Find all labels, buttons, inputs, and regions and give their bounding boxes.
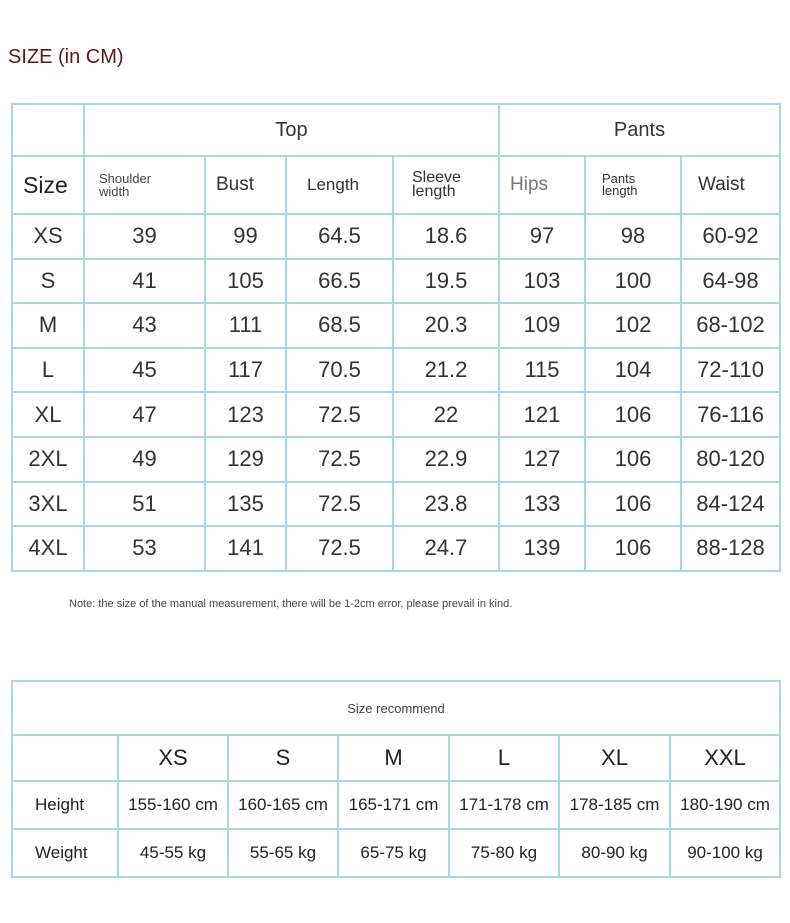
recommend-size-cell: XS xyxy=(118,735,228,781)
cell-size: 4XL xyxy=(12,526,84,571)
cell-bust: 111 xyxy=(205,303,286,348)
cell-hips: 109 xyxy=(499,303,585,348)
header-shoulder-line1: Shoulder xyxy=(99,171,152,186)
size-chart-table xyxy=(11,103,781,572)
cell-size: L xyxy=(12,348,84,393)
cell-waist: 60-92 xyxy=(681,214,780,259)
cell-pants-length: 106 xyxy=(585,392,681,437)
cell-size: XS xyxy=(12,214,84,259)
cell-length: 72.5 xyxy=(286,437,393,482)
cell-size: 2XL xyxy=(12,437,84,482)
header-bust: Bust xyxy=(205,156,286,214)
cell-waist: 84-124 xyxy=(681,482,780,527)
cell-waist: 72-110 xyxy=(681,348,780,393)
recommend-size-row xyxy=(12,735,780,781)
cell-bust: 105 xyxy=(205,259,286,304)
group-top: Top xyxy=(84,104,499,156)
recommend-title: Size recommend xyxy=(12,681,780,735)
cell-bust: 135 xyxy=(205,482,286,527)
recommend-height-cell: 160-165 cm xyxy=(228,781,338,829)
cell-length: 72.5 xyxy=(286,526,393,571)
cell-sleeve-length: 24.7 xyxy=(393,526,499,571)
cell-hips: 133 xyxy=(499,482,585,527)
cell-bust: 123 xyxy=(205,392,286,437)
cell-size: M xyxy=(12,303,84,348)
cell-pants-length: 98 xyxy=(585,214,681,259)
cell-shoulder-width: 41 xyxy=(84,259,205,304)
cell-length: 72.5 xyxy=(286,392,393,437)
cell-length: 70.5 xyxy=(286,348,393,393)
cell-bust: 141 xyxy=(205,526,286,571)
cell-hips: 115 xyxy=(499,348,585,393)
cell-shoulder-width: 39 xyxy=(84,214,205,259)
cell-pants-length: 106 xyxy=(585,526,681,571)
recommend-weight-cell: 80-90 kg xyxy=(559,829,670,877)
recommend-height-cell: 155-160 cm xyxy=(118,781,228,829)
recommend-title-row xyxy=(12,681,780,735)
corner-cell xyxy=(12,104,84,156)
recommend-corner-cell xyxy=(12,735,118,781)
cell-waist: 64-98 xyxy=(681,259,780,304)
recommend-height-row xyxy=(12,781,780,829)
size-row xyxy=(12,214,780,259)
cell-shoulder-width: 49 xyxy=(84,437,205,482)
recommend-height-cell: 171-178 cm xyxy=(449,781,559,829)
cell-sleeve-length: 20.3 xyxy=(393,303,499,348)
cell-hips: 121 xyxy=(499,392,585,437)
header-pants-line1: Pants xyxy=(602,171,636,186)
recommend-height-cell: 178-185 cm xyxy=(559,781,670,829)
recommend-weight-cell: 45-55 kg xyxy=(118,829,228,877)
size-row xyxy=(12,348,780,393)
cell-sleeve-length: 18.6 xyxy=(393,214,499,259)
cell-pants-length: 100 xyxy=(585,259,681,304)
header-pants-length xyxy=(585,156,681,214)
cell-pants-length: 106 xyxy=(585,437,681,482)
group-header-row xyxy=(12,104,780,156)
cell-sleeve-length: 23.8 xyxy=(393,482,499,527)
size-row xyxy=(12,526,780,571)
recommend-weight-cell: 90-100 kg xyxy=(670,829,780,877)
cell-pants-length: 106 xyxy=(585,482,681,527)
recommend-weight-cell: 65-75 kg xyxy=(338,829,449,877)
cell-waist: 76-116 xyxy=(681,392,780,437)
cell-shoulder-width: 53 xyxy=(84,526,205,571)
recommend-size-cell: XL xyxy=(559,735,670,781)
cell-waist: 68-102 xyxy=(681,303,780,348)
header-length: Length xyxy=(286,156,393,214)
size-row xyxy=(12,437,780,482)
size-row xyxy=(12,303,780,348)
recommend-size-cell: XXL xyxy=(670,735,780,781)
recommend-weight-cell: 75-80 kg xyxy=(449,829,559,877)
cell-bust: 99 xyxy=(205,214,286,259)
column-header-row xyxy=(12,156,780,214)
cell-sleeve-length: 21.2 xyxy=(393,348,499,393)
header-sleeve-line2: length xyxy=(412,183,456,200)
cell-length: 64.5 xyxy=(286,214,393,259)
cell-shoulder-width: 45 xyxy=(84,348,205,393)
weight-label: Weight xyxy=(12,829,118,877)
cell-hips: 139 xyxy=(499,526,585,571)
cell-bust: 117 xyxy=(205,348,286,393)
cell-hips: 97 xyxy=(499,214,585,259)
recommend-height-cell: 180-190 cm xyxy=(670,781,780,829)
cell-sleeve-length: 22 xyxy=(393,392,499,437)
cell-length: 72.5 xyxy=(286,482,393,527)
cell-length: 66.5 xyxy=(286,259,393,304)
cell-sleeve-length: 22.9 xyxy=(393,437,499,482)
group-pants: Pants xyxy=(499,104,780,156)
cell-hips: 127 xyxy=(499,437,585,482)
measurement-note: Note: the size of the manual measurement, there will be 1-2cm error, please prevail in kind. xyxy=(69,598,513,610)
header-pants-line2: length xyxy=(602,183,638,198)
recommend-size-cell: S xyxy=(228,735,338,781)
cell-waist: 88-128 xyxy=(681,526,780,571)
recommend-size-cell: M xyxy=(338,735,449,781)
recommend-weight-row xyxy=(12,829,780,877)
header-sleeve-length xyxy=(393,156,499,214)
recommend-height-cell: 165-171 cm xyxy=(338,781,449,829)
cell-size: XL xyxy=(12,392,84,437)
cell-bust: 129 xyxy=(205,437,286,482)
recommend-weight-cell: 55-65 kg xyxy=(228,829,338,877)
cell-pants-length: 102 xyxy=(585,303,681,348)
cell-pants-length: 104 xyxy=(585,348,681,393)
height-label: Height xyxy=(12,781,118,829)
recommend-size-cell: L xyxy=(449,735,559,781)
header-shoulder-width xyxy=(84,156,205,214)
size-row xyxy=(12,259,780,304)
header-waist: Waist xyxy=(681,156,780,214)
cell-hips: 103 xyxy=(499,259,585,304)
cell-shoulder-width: 43 xyxy=(84,303,205,348)
cell-sleeve-length: 19.5 xyxy=(393,259,499,304)
size-recommend-table xyxy=(11,680,781,878)
header-size: Size xyxy=(12,156,84,214)
cell-waist: 80-120 xyxy=(681,437,780,482)
cell-size: 3XL xyxy=(12,482,84,527)
size-row xyxy=(12,392,780,437)
cell-shoulder-width: 47 xyxy=(84,392,205,437)
cell-length: 68.5 xyxy=(286,303,393,348)
header-sleeve-line1: Sleeve xyxy=(412,169,461,186)
header-shoulder-line2: width xyxy=(99,184,130,199)
header-hips: Hips xyxy=(499,156,585,214)
cell-shoulder-width: 51 xyxy=(84,482,205,527)
size-row xyxy=(12,482,780,527)
page-title: SIZE (in CM) xyxy=(8,46,124,68)
cell-size: S xyxy=(12,259,84,304)
